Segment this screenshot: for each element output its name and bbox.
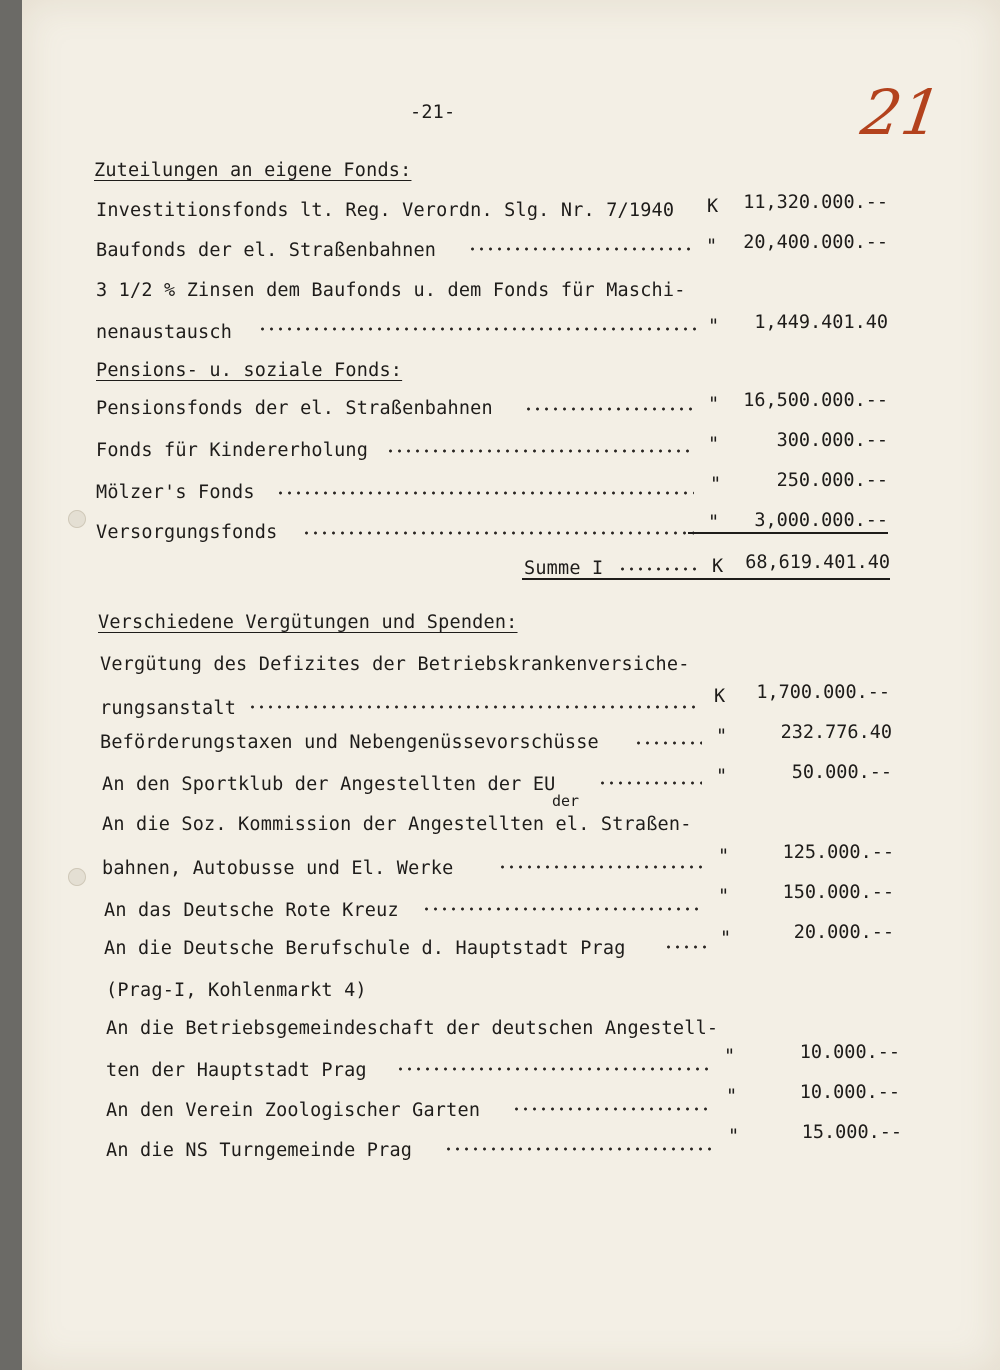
leader-dots <box>664 944 706 950</box>
row-currency: " <box>720 928 732 949</box>
row-label-pension-fund: Pensionsfonds der el. Straßenbahnen <box>96 398 493 419</box>
row-label-works-community-line2: ten der Hauptstadt Prag <box>106 1060 367 1081</box>
row-amount: 3,000.000.-- <box>754 510 888 531</box>
row-amount: 300.000.-- <box>776 430 888 451</box>
row-currency: " <box>708 512 720 533</box>
leader-dots <box>396 1066 708 1072</box>
row-label-supply-fund: Versorgungsfonds <box>96 522 278 543</box>
row-amount: 1,449.401.40 <box>754 312 888 333</box>
row-amount: 1,700.000.-- <box>756 682 890 703</box>
row-currency: " <box>718 846 730 867</box>
row-label-red-cross: An das Deutsche Rote Kreuz <box>104 900 399 921</box>
row-amount: 16,500.000.-- <box>743 390 888 411</box>
row-amount: 15.000.-- <box>801 1122 902 1143</box>
row-label-vocational-school-line1: An die Deutsche Berufschule d. Hauptstadt Prag <box>104 938 626 959</box>
row-currency: " <box>708 434 720 455</box>
sum-currency: K <box>712 556 724 577</box>
row-amount: 10.000.-- <box>799 1042 900 1063</box>
row-label-child-recreation: Fonds für Kindererholung <box>96 440 369 461</box>
row-amount: 125.000.-- <box>782 842 894 863</box>
row-currency: " <box>728 1126 740 1147</box>
row-label-social-commission-line1: An die Soz. Kommission der Angestellten el. Straßen- <box>102 814 692 835</box>
row-amount: 11,320.000.-- <box>743 192 888 213</box>
total-rule <box>688 532 888 534</box>
row-currency: " <box>708 316 720 337</box>
row-label-gymnastics: An die NS Turngemeinde Prag <box>106 1140 413 1161</box>
leader-dots <box>386 448 694 454</box>
row-currency: " <box>716 766 728 787</box>
row-amount: 20.000.-- <box>793 922 894 943</box>
sum-label: Summe I <box>524 558 604 579</box>
row-label-works-community-line1: An die Betriebsgemeindeschaft der deutschen Angestell- <box>106 1018 719 1039</box>
leader-dots <box>512 1106 710 1112</box>
punch-hole-top <box>68 510 86 528</box>
row-amount: 20,400.000.-- <box>743 232 888 253</box>
row-currency: " <box>726 1086 738 1107</box>
row-currency: " <box>706 236 718 257</box>
handwritten-page-number: 21 <box>856 76 947 149</box>
row-amount: 250.000.-- <box>776 470 888 491</box>
row-label-moelzer-fund: Mölzer's Fonds <box>96 482 255 503</box>
row-currency: K <box>707 196 719 217</box>
leader-dots <box>598 780 702 786</box>
leader-dots <box>498 864 704 870</box>
section-heading-own-funds: Zuteilungen an eigene Fonds: <box>94 160 412 181</box>
row-label-zoo: An den Verein Zoologischer Garten <box>106 1100 481 1121</box>
row-currency: " <box>710 474 722 495</box>
leader-dots <box>444 1146 712 1152</box>
sum-underline <box>522 578 890 580</box>
row-label-transport-fees: Beförderungstaxen und Nebengenüssevorschüsse <box>100 732 599 753</box>
leader-dots <box>258 326 696 332</box>
punch-hole-bottom <box>68 868 86 886</box>
row-amount: 10.000.-- <box>799 1082 900 1103</box>
row-label-social-commission-line2: bahnen, Autobusse und El. Werke <box>102 858 454 879</box>
sum-amount: 68,619.401.40 <box>745 552 890 573</box>
leader-dots <box>524 406 694 412</box>
row-label-interest-line2: nenaustausch <box>96 322 233 343</box>
row-label-investment-fund: Investitionsfonds lt. Reg. Verordn. Slg. Nr. 7/1940 <box>96 200 675 221</box>
leader-dots <box>468 246 694 252</box>
row-label-deficit-line1: Vergütung des Defizites der Betriebskrankenversiche- <box>100 654 690 675</box>
leader-dots <box>618 566 698 572</box>
section-heading-pension-funds: Pensions- u. soziale Fonds: <box>96 360 403 381</box>
inserted-word: der <box>552 792 580 810</box>
row-amount: 50.000.-- <box>791 762 892 783</box>
row-label-interest-line1: 3 1/2 % Zinsen dem Baufonds u. dem Fonds für Maschi- <box>96 280 686 301</box>
row-amount: 150.000.-- <box>782 882 894 903</box>
leader-dots <box>248 704 698 710</box>
section-heading-payments-donations: Verschiedene Vergütungen und Spenden: <box>98 612 518 633</box>
row-label-vocational-school-line2: (Prag-I, Kohlenmarkt 4) <box>106 980 367 1001</box>
row-currency: " <box>724 1046 736 1067</box>
leader-dots <box>634 740 702 746</box>
leader-dots <box>422 906 704 912</box>
row-amount: 232.776.40 <box>780 722 892 743</box>
leader-dots <box>276 490 694 496</box>
page-number: -21- <box>410 102 456 123</box>
row-currency: " <box>708 394 720 415</box>
row-currency: K <box>714 686 726 707</box>
row-label-deficit-line2: rungsanstalt <box>100 698 237 719</box>
row-label-sports-club: An den Sportklub der Angestellten der EU <box>102 774 556 795</box>
row-currency: " <box>718 886 730 907</box>
leader-dots <box>302 530 694 536</box>
row-currency: " <box>716 726 728 747</box>
row-label-building-fund: Baufonds der el. Straßenbahnen <box>96 240 437 261</box>
